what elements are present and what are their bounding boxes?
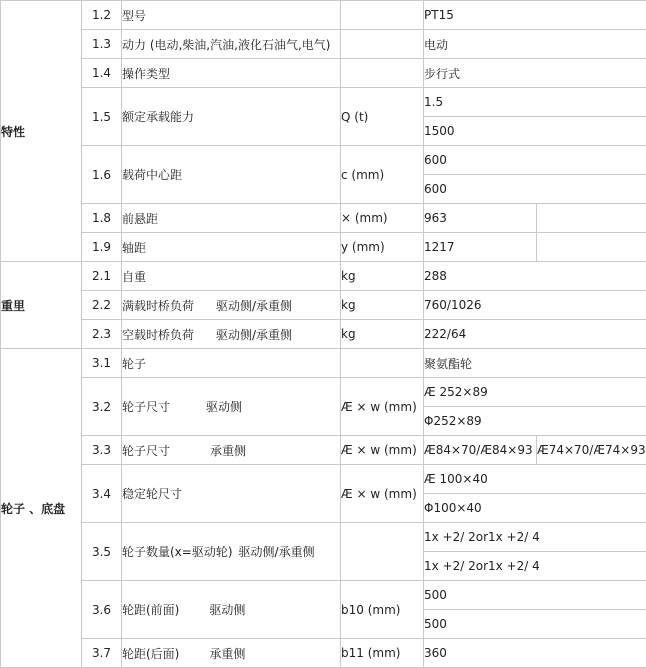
row-value: 222/64	[424, 320, 646, 349]
row-unit: b11 (mm)	[341, 639, 424, 668]
row-name-main: 满载时桥负荷	[122, 298, 195, 313]
row-number: 1.9	[82, 233, 122, 262]
row-name: 轮子	[122, 349, 341, 378]
row-name-main: 轮子尺寸	[122, 400, 171, 414]
row-name-sub: 驱动侧	[209, 603, 246, 617]
row-name-main: 空载时桥负荷	[122, 327, 195, 342]
row-unit: c (mm)	[341, 146, 424, 204]
row-number: 2.3	[82, 320, 122, 349]
row-number: 3.3	[82, 436, 122, 465]
row-value: 288	[424, 262, 646, 291]
row-value: 1.5	[424, 88, 646, 117]
row-unit	[341, 523, 424, 581]
row-value: 500	[424, 581, 646, 610]
row-number: 2.1	[82, 262, 122, 291]
row-name-main: 轮距(后面)	[122, 646, 180, 661]
row-name	[122, 320, 341, 349]
row-value: Æ 252×89	[424, 378, 646, 407]
row-unit	[341, 30, 424, 59]
row-value-empty	[537, 204, 646, 233]
row-unit: kg	[341, 262, 424, 291]
row-value: 1500	[424, 117, 646, 146]
row-name	[122, 581, 341, 639]
row-unit: y (mm)	[341, 233, 424, 262]
row-unit: × (mm)	[341, 204, 424, 233]
row-unit	[341, 59, 424, 88]
row-name	[122, 523, 341, 581]
row-unit: kg	[341, 320, 424, 349]
row-name-sub: 驱动侧/承重侧	[216, 298, 293, 313]
table-row	[1, 88, 646, 117]
row-value: 500	[424, 610, 646, 639]
table-row	[1, 59, 646, 88]
row-value: 1217	[424, 233, 537, 262]
row-name	[122, 378, 341, 436]
table-row	[1, 639, 646, 668]
row-unit: Æ × w (mm)	[341, 436, 424, 465]
row-number: 3.5	[82, 523, 122, 581]
table-row	[1, 1, 646, 30]
table-row	[1, 436, 646, 465]
row-unit: b10 (mm)	[341, 581, 424, 639]
table-row	[1, 523, 646, 552]
row-name	[122, 436, 341, 465]
table-row	[1, 465, 646, 494]
table-row	[1, 320, 646, 349]
row-number: 3.6	[82, 581, 122, 639]
table-row	[1, 378, 646, 407]
row-unit: Æ × w (mm)	[341, 378, 424, 436]
row-name: 轴距	[122, 233, 341, 262]
row-value: 360	[424, 639, 646, 668]
row-unit	[341, 1, 424, 30]
row-name-main: 轮子尺寸	[122, 443, 171, 458]
row-value: PT15	[424, 1, 646, 30]
row-value: 步行式	[424, 59, 646, 88]
row-value: 聚氨酯轮	[424, 349, 646, 378]
row-name	[122, 639, 341, 668]
row-name: 前悬距	[122, 204, 341, 233]
row-value-second: Æ74×70/Æ74×93	[537, 436, 646, 465]
category-characteristics: 特性	[1, 1, 82, 262]
row-name-sub: 承重侧	[210, 443, 247, 458]
row-value: 电动	[424, 30, 646, 59]
row-unit	[341, 349, 424, 378]
category-weight: 重里	[1, 262, 82, 349]
category-wheels-chassis: 轮子 、底盘	[1, 349, 82, 668]
table-row	[1, 30, 646, 59]
row-number: 3.2	[82, 378, 122, 436]
row-name: 操作类型	[122, 59, 341, 88]
row-name-main: 轮距(前面)	[122, 603, 180, 617]
row-name: 载荷中心距	[122, 146, 341, 204]
row-name-sub: 驱动侧	[206, 400, 243, 414]
row-number: 1.2	[82, 1, 122, 30]
row-value: 1x +2/ 2or1x +2/ 4	[424, 552, 646, 581]
row-number: 1.5	[82, 88, 122, 146]
table-row	[1, 291, 646, 320]
row-name-sub: 驱动侧/承重侧	[216, 327, 293, 342]
table-row	[1, 349, 646, 378]
table-row	[1, 262, 646, 291]
row-number: 3.1	[82, 349, 122, 378]
table-row	[1, 581, 646, 610]
row-name: 型号	[122, 1, 341, 30]
row-unit: kg	[341, 291, 424, 320]
row-number: 3.4	[82, 465, 122, 523]
row-number: 1.8	[82, 204, 122, 233]
row-number: 1.4	[82, 59, 122, 88]
row-number: 1.3	[82, 30, 122, 59]
table-row	[1, 146, 646, 175]
row-name: 自重	[122, 262, 341, 291]
row-value: Φ100×40	[424, 494, 646, 523]
row-unit: Q (t)	[341, 88, 424, 146]
row-value: 963	[424, 204, 537, 233]
row-value: 1x +2/ 2or1x +2/ 4	[424, 523, 646, 552]
row-value: Φ252×89	[424, 407, 646, 436]
row-name-sub: 承重侧	[209, 646, 246, 661]
row-value: 600	[424, 146, 646, 175]
row-name	[122, 291, 341, 320]
row-name: 稳定轮尺寸	[122, 465, 341, 523]
row-value: 760/1026	[424, 291, 646, 320]
row-number: 1.6	[82, 146, 122, 204]
row-name-sub: 驱动侧/承重侧	[238, 545, 315, 559]
row-value: Æ 100×40	[424, 465, 646, 494]
row-name-main: 轮子数量(x=驱动轮)	[122, 545, 233, 559]
row-unit: Æ × w (mm)	[341, 465, 424, 523]
row-number: 3.7	[82, 639, 122, 668]
row-name: 额定承载能力	[122, 88, 341, 146]
row-number: 2.2	[82, 291, 122, 320]
row-value: 600	[424, 175, 646, 204]
row-value-empty	[537, 233, 646, 262]
row-name: 动力 (电动,柴油,汽油,液化石油气,电气)	[122, 30, 341, 59]
row-value: Æ84×70/Æ84×93	[424, 436, 537, 465]
table-row	[1, 233, 646, 262]
table-row	[1, 204, 646, 233]
